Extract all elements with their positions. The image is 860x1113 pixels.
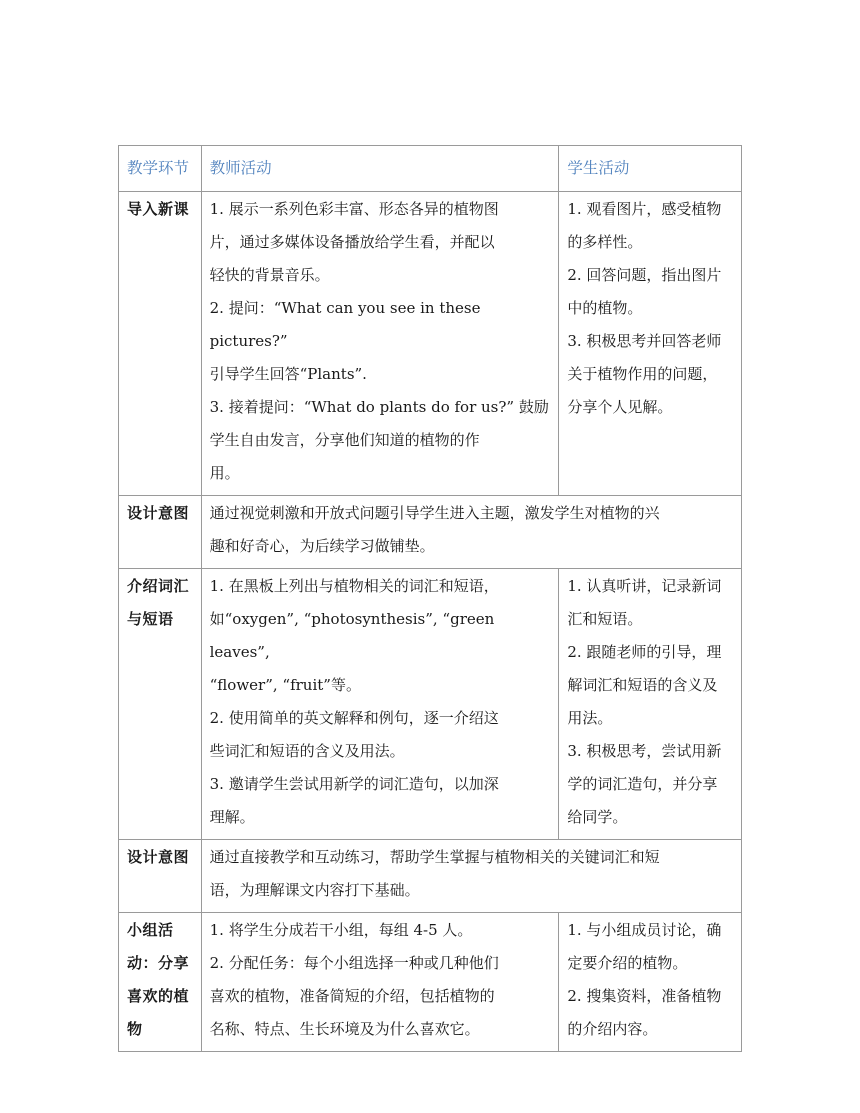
header-stage: 教学环节 [119,146,202,192]
teacher-activity-cell [201,913,559,1052]
stage-line: 喜欢的植 [127,987,190,1005]
text-line: 解词汇和短语的含义及 [567,676,718,694]
text-line: 1. 展示一系列色彩丰富、形态各异的植物图 [209,200,499,218]
lesson-plan-table [118,145,742,1052]
text-line: 用法。 [567,709,613,727]
text-line: 学的词汇造句，并分享 [567,775,718,793]
teacher-activity-cell [201,569,559,840]
text-line: 给同学。 [567,808,628,826]
header-teacher-activity: 教师活动 [201,146,559,192]
text-line: 学生自由发言，分享他们知道的植物的作 [209,431,480,449]
text-line: 汇和短语。 [567,610,643,628]
text-line: 语，为理解课文内容打下基础。 [209,881,420,899]
text-line: 定要介绍的植物。 [567,954,688,972]
stage-line: 与短语 [127,610,174,628]
text-line: 用。 [209,464,240,482]
table-header-row [119,146,742,192]
text-line: 分享个人见解。 [567,398,673,416]
text-line: 3. 积极思考并回答老师 [567,332,722,350]
stage-cell [119,840,202,913]
text-line: 3. 积极思考，尝试用新 [567,742,722,760]
text-line: 2. 跟随老师的引导，理 [567,643,722,661]
stage-cell [119,913,202,1052]
stage-line: 导入新课 [127,200,190,218]
text-line: 片，通过多媒体设备播放给学生看，并配以 [209,233,495,251]
text-line: 1. 与小组成员讨论，确 [567,921,722,939]
text-line: 通过视觉刺激和开放式问题引导学生进入主题，激发学生对植物的兴 [209,504,660,522]
student-activity-cell [559,913,742,1052]
text-line: 2. 分配任务：每个小组选择一种或几种他们 [209,954,499,972]
text-line: “flower”, “fruit”等。 [209,676,361,694]
stage-line: 设计意图 [127,848,190,866]
header-student-activity: 学生活动 [559,146,742,192]
text-line: 2. 搜集资料，准备植物 [567,987,722,1005]
stage-line: 设计意图 [127,504,190,522]
text-line: 名称、特点、生长环境及为什么喜欢它。 [209,1020,480,1038]
text-line: 1. 认真听讲，记录新词 [567,577,722,595]
stage-line: 小组活 [127,921,174,939]
text-line: 通过直接教学和互动练习，帮助学生掌握与植物相关的关键词汇和短 [209,848,660,866]
teacher-activity-cell [201,192,559,496]
table-row [119,840,742,913]
text-line: 的介绍内容。 [567,1020,658,1038]
text-line: 趣和好奇心，为后续学习做铺垫。 [209,537,435,555]
table-row [119,192,742,496]
stage-cell [119,496,202,569]
text-line: 3. 邀请学生尝试用新学的词汇造句，以加深 [209,775,499,793]
student-activity-cell [559,569,742,840]
design-intent-cell [201,840,741,913]
text-line: 3. 接着提问：“What do plants do for us?” 鼓励 [209,398,549,416]
text-line: 1. 在黑板上列出与植物相关的词汇和短语， [209,577,499,595]
text-line: 些词汇和短语的含义及用法。 [209,742,405,760]
stage-line: 物 [127,1020,143,1038]
table-row [119,496,742,569]
text-line: 关于植物作用的问题， [567,365,718,383]
student-activity-cell [559,192,742,496]
text-line: 1. 观看图片，感受植物 [567,200,722,218]
stage-line: 介绍词汇 [127,577,190,595]
table-row [119,913,742,1052]
stage-cell [119,192,202,496]
stage-line: 动：分享 [127,954,190,972]
text-line: 轻快的背景音乐。 [209,266,330,284]
text-line: 引导学生回答“Plants”. [209,365,367,383]
table-row [119,569,742,840]
text-line: 理解。 [209,808,255,826]
text-line: 的多样性。 [567,233,643,251]
text-line: 喜欢的植物，准备简短的介绍，包括植物的 [209,987,495,1005]
text-line: 2. 使用简单的英文解释和例句，逐一介绍这 [209,709,499,727]
text-line: 2. 提问：“What can you see in these pictures?” [209,299,481,350]
text-line: 1. 将学生分成若干小组，每组 4-5 人。 [209,921,473,939]
text-line: 中的植物。 [567,299,643,317]
stage-cell [119,569,202,840]
text-line: 2. 回答问题，指出图片 [567,266,722,284]
text-line: 如“oxygen”, “photosynthesis”, “green leaves”, [209,610,495,661]
design-intent-cell [201,496,741,569]
